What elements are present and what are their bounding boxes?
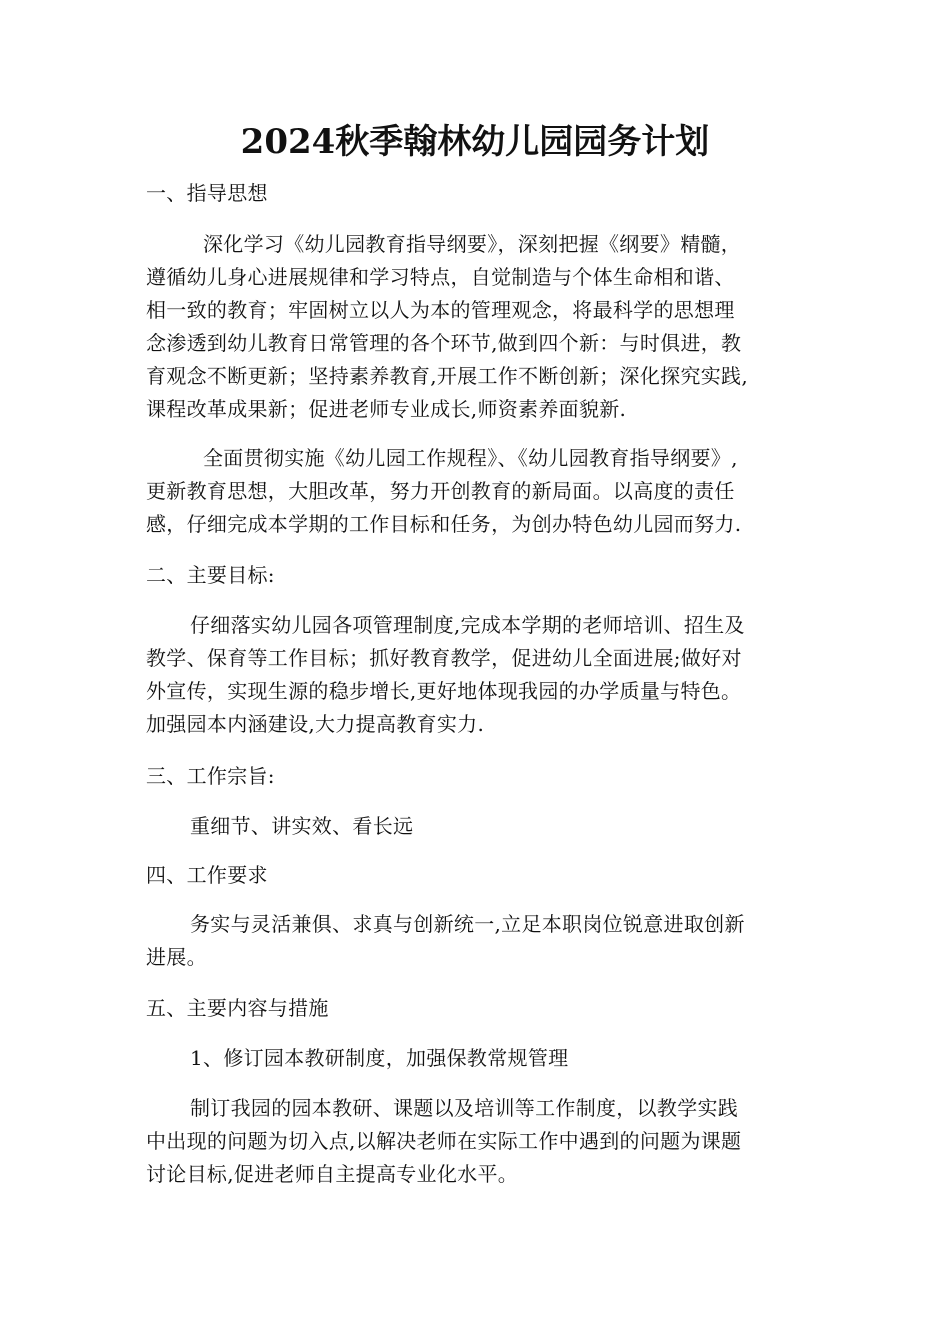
section-heading-work-requirements: 四、工作要求 <box>146 863 268 887</box>
paragraph-line: 课程改革成果新；促进老师专业成长,师资素养面貌新. <box>146 397 627 421</box>
paragraph-line: 遵循幼儿身心进展规律和学习特点，自觉制造与个体生命相和谐、 <box>146 265 735 289</box>
paragraph-line: 进展。 <box>146 945 207 969</box>
paragraph-line: 相一致的教育；牢固树立以人为本的管理观念，将最科学的思想理 <box>146 298 735 322</box>
paragraph-line: 讨论目标,促进老师自主提高专业化水平。 <box>146 1162 519 1186</box>
paragraph-line: 全面贯彻实施《幼儿园工作规程》、《幼儿园教育指导纲要》, <box>203 446 738 470</box>
section-heading-guiding-thought: 一、指导思想 <box>146 181 268 205</box>
paragraph-line: 更新教育思想，大胆改革，努力开创教育的新局面。以高度的责任 <box>146 479 735 503</box>
paragraph-line: 中出现的问题为切入点,以解决老师在实际工作中遇到的问题为课题 <box>146 1129 742 1153</box>
paragraph-line: 仔细落实幼儿园各项管理制度,完成本学期的老师培训、招生及 <box>190 613 745 637</box>
section-heading-main-content: 五、主要内容与措施 <box>146 996 329 1020</box>
paragraph-line: 重细节、讲实效、看长远 <box>190 814 414 838</box>
paragraph-line: 加强园本内涵建设,大力提高教育实力. <box>146 712 485 736</box>
subsection-heading: 1、修订园本教研制度，加强保教常规管理 <box>190 1046 569 1070</box>
paragraph-line: 制订我园的园本教研、课题以及培训等工作制度，以教学实践 <box>190 1096 739 1120</box>
paragraph-line: 深化学习《幼儿园教育指导纲要》，深刻把握《纲要》精髓， <box>203 232 742 256</box>
section-heading-main-goals: 二、主要目标: <box>146 563 275 587</box>
paragraph-line: 念渗透到幼儿教育日常管理的各个环节,做到四个新：与时俱进，教 <box>146 331 742 355</box>
paragraph-line: 育观念不断更新；坚持素养教育,开展工作不断创新；深化探究实践, <box>146 364 749 388</box>
section-heading-work-purpose: 三、工作宗旨: <box>146 764 275 788</box>
paragraph-line: 教学、保育等工作目标；抓好教育教学，促进幼儿全面进展;做好对 <box>146 646 742 670</box>
paragraph-line: 务实与灵活兼俱、求真与创新统一,立足本职岗位锐意进取创新 <box>190 912 745 936</box>
paragraph-line: 感，仔细完成本学期的工作目标和任务，为创办特色幼儿园而努力. <box>146 512 742 536</box>
paragraph-line: 外宣传，实现生源的稳步增长,更好地体现我园的办学质量与特色。 <box>146 679 742 703</box>
document-title: 2024秋季翰林幼儿园园务计划 <box>240 122 710 162</box>
